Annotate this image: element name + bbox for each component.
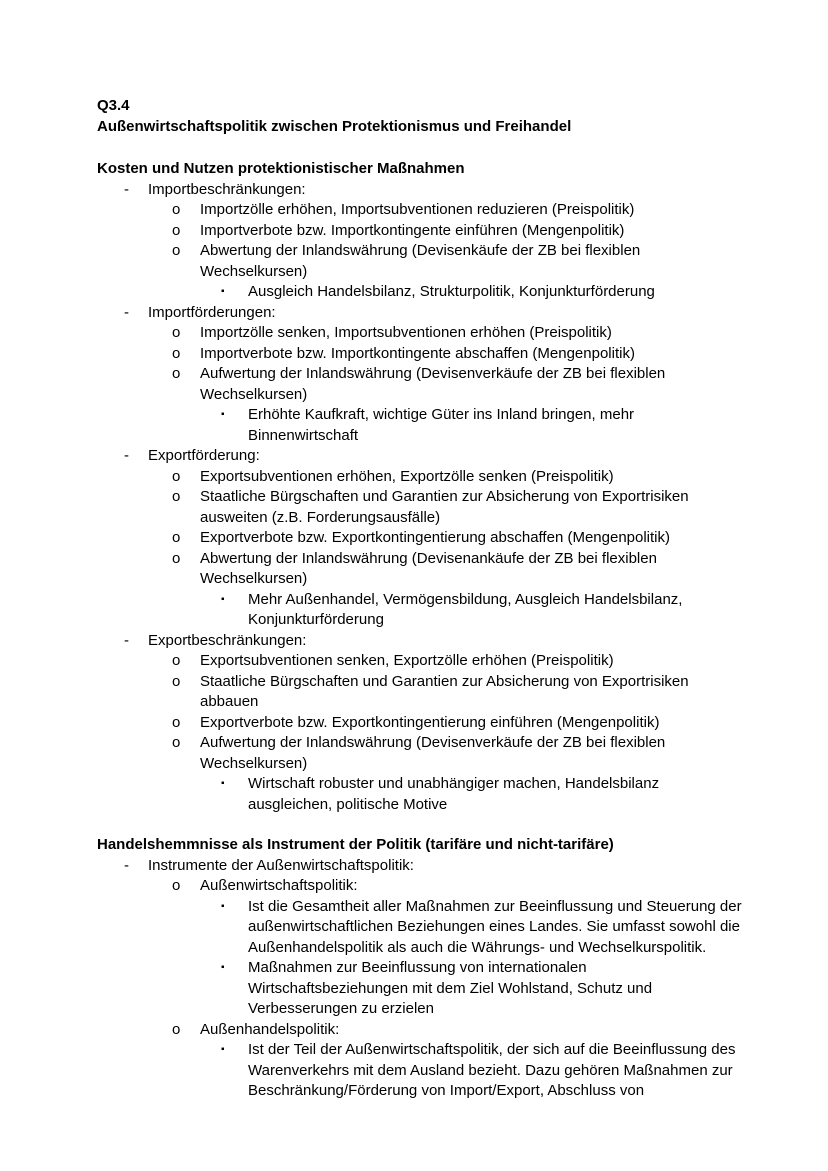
list-item: [97, 323, 742, 344]
circle-bullet-icon: o: [172, 549, 181, 567]
circle-bullet-icon: o: [172, 529, 181, 546]
dash-bullet-icon: -: [124, 303, 129, 321]
dash-bullet-icon: -: [124, 447, 129, 464]
list-item: [97, 856, 742, 877]
list-item-text: Abwertung der Inlandswährung (Devisenankäufe der ZB bei flexiblen Wechselkursen): [200, 549, 657, 587]
list-item-text: Erhöhte Kaufkraft, wichtige Güter ins Inland bringen, mehr Binnenwirtschaft: [248, 406, 635, 444]
circle-bullet-icon: o: [172, 324, 181, 341]
list-item: [97, 405, 742, 446]
list-item-text: Importverbote bzw. Importkontingente einführen (Mengenpolitik): [200, 221, 625, 239]
square-bullet-icon: ▪: [221, 900, 225, 912]
circle-bullet-icon: o: [172, 488, 181, 505]
list-item: [97, 364, 742, 405]
list-item-text: Importzölle senken, Importsubventionen erhöhen (Preispolitik): [200, 324, 612, 341]
dash-bullet-icon: -: [124, 856, 129, 874]
circle-bullet-icon: o: [172, 734, 181, 751]
list-item: [97, 631, 742, 652]
list-item-text: Instrumente der Außenwirtschaftspolitik:: [148, 856, 414, 874]
list-item: [97, 1020, 742, 1041]
list-item-text: Importförderungen:: [148, 303, 276, 321]
list-item: [97, 180, 742, 201]
circle-bullet-icon: o: [172, 877, 181, 894]
list-item: [97, 958, 742, 1020]
list-item-text: Wirtschaft robuster und unabhängiger machen, Handelsbilanz ausgleichen, politische Motive: [248, 775, 660, 813]
section: [97, 835, 742, 1102]
square-bullet-icon: ▪: [221, 778, 225, 789]
square-bullet-icon: ▪: [221, 962, 225, 973]
list-item-text: Mehr Außenhandel, Vermögensbildung, Ausgleich Handelsbilanz, Konjunkturförderung: [248, 590, 683, 628]
circle-bullet-icon: o: [172, 221, 181, 239]
list-item-text: Exportsubventionen erhöhen, Exportzölle senken (Preispolitik): [200, 467, 614, 485]
list-item-text: Ist die Gesamtheit aller Maßnahmen zur Beeinflussung und Steuerung der außenwirtschaftlichen Beziehungen eines Landes. Sie umfasst sowohl die Außenhandelspolitik als auch die Währungs- und Wechselkurspolitik.: [248, 897, 742, 956]
circle-bullet-icon: o: [172, 242, 181, 259]
section: [97, 159, 742, 815]
list-item-text: Exportverbote bzw. Exportkontingentierung einführen (Mengenpolitik): [200, 713, 660, 731]
document-code: Q3.4: [97, 97, 130, 114]
list-item-text: Exportförderung:: [148, 447, 260, 464]
list-item: [97, 241, 742, 282]
list-item: [97, 303, 742, 324]
list-item: [97, 467, 742, 488]
list-item: [97, 549, 742, 590]
document-title: Außenwirtschaftspolitik zwischen Protektionismus und Freihandel: [97, 117, 572, 135]
list-item: [97, 446, 742, 467]
list-item-text: Exportsubventionen senken, Exportzölle erhöhen (Preispolitik): [200, 652, 614, 669]
list-item: [97, 344, 742, 365]
list-item: [97, 713, 742, 734]
circle-bullet-icon: o: [172, 365, 181, 382]
square-bullet-icon: ▪: [221, 1044, 225, 1055]
list-item-text: Staatliche Bürgschaften und Garantien zur Absicherung von Exportrisiken ausweiten (z.B. Forderungsausfälle): [200, 488, 689, 526]
list-item-text: Außenhandelspolitik:: [200, 1020, 340, 1038]
square-bullet-icon: ▪: [221, 593, 225, 605]
list-item: [97, 590, 742, 631]
list-item-text: Importzölle erhöhen, Importsubventionen reduzieren (Preispolitik): [200, 201, 635, 218]
circle-bullet-icon: o: [172, 652, 181, 669]
dash-bullet-icon: -: [124, 180, 129, 198]
list-item-text: Importverbote bzw. Importkontingente abschaffen (Mengenpolitik): [200, 344, 635, 362]
list-item-text: Importbeschränkungen:: [148, 180, 306, 198]
section-heading: Kosten und Nutzen protektionistischer Maßnahmen: [97, 160, 465, 177]
list-item-text: Ist der Teil der Außenwirtschaftspolitik, der sich auf die Beeinflussung des Warenverkehrs mit dem Ausland bezieht. Dazu gehören Maßnahmen zur Beschränkung/Förderung von Import/Export, Abschluss von: [248, 1041, 736, 1099]
circle-bullet-icon: o: [172, 1020, 181, 1038]
list-item: [97, 672, 742, 713]
list-item-text: Ausgleich Handelsbilanz, Strukturpolitik, Konjunkturförderung: [248, 283, 655, 300]
list-item: [97, 200, 742, 221]
dash-bullet-icon: -: [124, 631, 129, 649]
list-item-text: Außenwirtschaftspolitik:: [200, 877, 358, 894]
list-item: [97, 876, 742, 897]
list-item-text: Exportbeschränkungen:: [148, 631, 307, 649]
list-item: [97, 528, 742, 549]
list-item-text: Maßnahmen zur Beeinflussung von internationalen Wirtschaftsbeziehungen mit dem Ziel Wohlstand, Schutz und Verbesserungen zu erzielen: [248, 959, 653, 1017]
circle-bullet-icon: o: [172, 713, 181, 731]
square-bullet-icon: ▪: [221, 286, 225, 297]
square-bullet-icon: ▪: [221, 409, 225, 420]
list-item: [97, 221, 742, 242]
circle-bullet-icon: o: [172, 344, 181, 362]
list-item: [97, 651, 742, 672]
list-item: [97, 487, 742, 528]
document-sections: [97, 159, 742, 1102]
circle-bullet-icon: o: [172, 672, 181, 690]
circle-bullet-icon: o: [172, 201, 181, 218]
list-item: [97, 282, 742, 303]
section-heading: Handelshemmnisse als Instrument der Politik (tarifäre und nicht-tarifäre): [97, 836, 614, 853]
list-item-text: Exportverbote bzw. Exportkontingentierung abschaffen (Mengenpolitik): [200, 529, 671, 546]
list-item: [97, 897, 742, 959]
list-item-text: Aufwertung der Inlandswährung (Devisenverkäufe der ZB bei flexiblen Wechselkursen): [200, 365, 666, 403]
list-item-text: Staatliche Bürgschaften und Garantien zur Absicherung von Exportrisiken abbauen: [200, 672, 689, 710]
circle-bullet-icon: o: [172, 467, 181, 485]
list-item: [97, 774, 742, 815]
list-item-text: Aufwertung der Inlandswährung (Devisenverkäufe der ZB bei flexiblen Wechselkursen): [200, 734, 666, 772]
list-item: [97, 733, 742, 774]
list-item: [97, 1040, 742, 1102]
list-item-text: Abwertung der Inlandswährung (Devisenkäufe der ZB bei flexiblen Wechselkursen): [200, 242, 641, 280]
